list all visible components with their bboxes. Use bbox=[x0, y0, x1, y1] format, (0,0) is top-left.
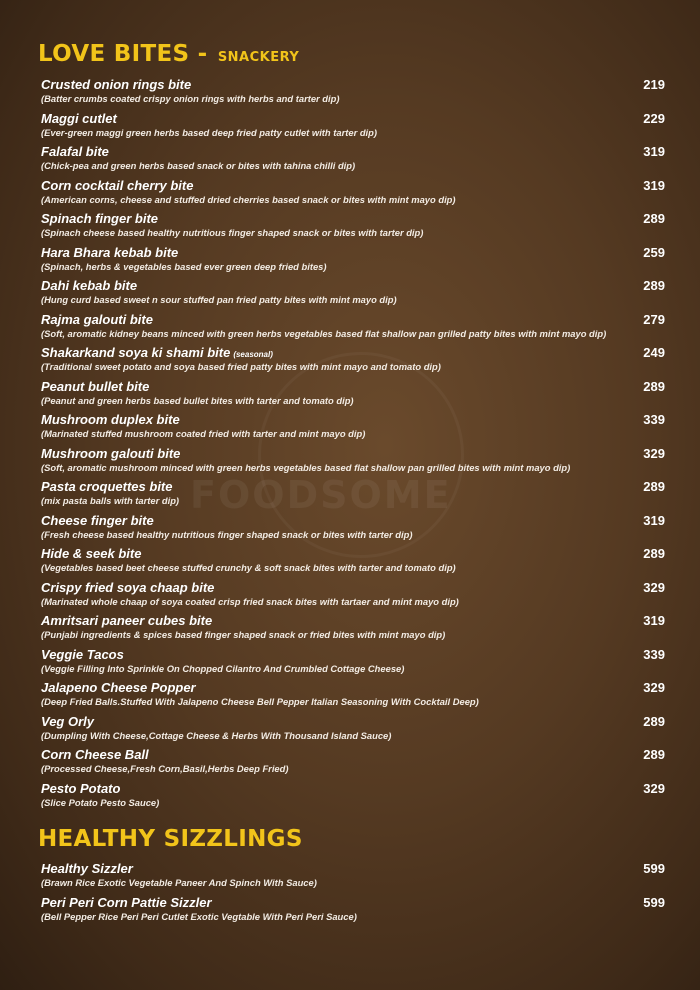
menu-item bbox=[41, 546, 665, 580]
menu-item bbox=[41, 278, 665, 312]
item-name-line bbox=[41, 144, 109, 160]
item-description: (Dumpling With Cheese,Cottage Cheese & Herbs With Thousand Island Sauce) bbox=[41, 729, 392, 741]
item-name-line bbox=[41, 312, 153, 328]
item-name-line bbox=[41, 513, 154, 529]
item-description: (Spinach, herbs & vegetables based ever green deep fried bites) bbox=[41, 260, 327, 272]
item-name: Pasta croquettes bite bbox=[41, 479, 173, 494]
item-name-line bbox=[41, 211, 158, 227]
item-description: (Spinach cheese based healthy nutritious finger shaped snack or bites with tarter dip) bbox=[41, 227, 424, 238]
item-name-line bbox=[41, 178, 193, 194]
item-description: (Chick-pea and green herbs based snack or bites with tahina chilli dip) bbox=[41, 160, 356, 171]
section-title-text: LOVE BITES - bbox=[38, 41, 208, 67]
menu-items-healthy-sizzlings bbox=[41, 861, 665, 928]
item-name: Veg Orly bbox=[41, 713, 94, 729]
item-price: 289 bbox=[643, 479, 665, 494]
item-name-line bbox=[41, 861, 133, 877]
item-description: (Hung curd based sweet n sour stuffed pan fried patty bites with mint mayo dip) bbox=[41, 294, 397, 305]
item-price: 329 bbox=[643, 445, 665, 461]
item-name-line bbox=[41, 781, 120, 797]
item-name: Maggi cutlet bbox=[41, 110, 117, 126]
item-description: (Soft, aromatic kidney beans minced with green herbs vegetables based flat shallow pan grilled patty bites with mint mayo dip) bbox=[41, 327, 607, 339]
item-tag: (seasonal) bbox=[233, 350, 273, 359]
item-name: Cheese finger bite bbox=[41, 512, 154, 528]
item-name: Mushroom duplex bite bbox=[41, 412, 180, 427]
item-description: (Punjabi ingredients & spices based finger shaped snack or fried bites with mint mayo dip) bbox=[41, 629, 446, 640]
menu-item bbox=[41, 895, 665, 929]
menu-item bbox=[41, 861, 665, 895]
item-description: (mix pasta balls with tarter dip) bbox=[41, 495, 180, 506]
item-description: (Peanut and green herbs based bullet bites with tarter and tomato dip) bbox=[41, 394, 354, 406]
item-name-line bbox=[41, 546, 141, 562]
item-name: Corn cocktail cherry bite bbox=[41, 177, 194, 193]
section-subtitle: SNACKERY bbox=[217, 50, 300, 65]
item-name: Crispy fried soya chaap bite bbox=[41, 579, 215, 595]
item-name-line bbox=[41, 412, 180, 428]
menu-item bbox=[41, 513, 665, 547]
item-price: 329 bbox=[643, 579, 665, 595]
item-price: 249 bbox=[643, 345, 665, 360]
item-name: Peri Peri Corn Pattie Sizzler bbox=[41, 894, 212, 910]
item-description: (Batter crumbs coated crispy onion rings with herbs and tarter dip) bbox=[41, 93, 340, 104]
menu-item bbox=[41, 144, 665, 178]
item-name: Hara Bhara kebab bite bbox=[41, 244, 179, 260]
item-name: Falafal bite bbox=[41, 144, 109, 159]
menu-item bbox=[41, 245, 665, 279]
item-name: Spinach finger bite bbox=[41, 211, 159, 226]
item-name-line bbox=[41, 278, 137, 294]
item-description: (Slice Potato Pesto Sauce) bbox=[41, 796, 160, 808]
item-name: Amritsari paneer cubes bite bbox=[41, 613, 213, 628]
menu-item bbox=[41, 781, 665, 815]
menu-item bbox=[41, 312, 665, 346]
item-price: 289 bbox=[643, 278, 665, 293]
item-name: Mushroom galouti bite bbox=[41, 445, 181, 461]
item-name-line bbox=[41, 895, 212, 911]
item-name: Hide & seek bite bbox=[41, 546, 142, 561]
menu-item bbox=[41, 680, 665, 714]
item-description: (Traditional sweet potato and soya based fried patty bites with mint mayo and tomato dip) bbox=[41, 361, 441, 372]
watermark: FOODSOME bbox=[190, 473, 452, 517]
item-price: 289 bbox=[643, 546, 665, 561]
item-price: 319 bbox=[643, 512, 665, 528]
item-description: (Brawn Rice Exotic Vegetable Paneer And Spinch With Sauce) bbox=[41, 877, 317, 888]
menu-item bbox=[41, 178, 665, 212]
item-name-line bbox=[41, 747, 149, 763]
item-price: 599 bbox=[643, 894, 665, 910]
item-name-line bbox=[41, 479, 173, 495]
item-description: (Veggie Filling Into Sprinkle On Chopped Cilantro And Crumbled Cottage Cheese) bbox=[41, 662, 405, 674]
menu-item bbox=[41, 479, 665, 513]
item-name: Shakarkand soya ki shami bite bbox=[41, 345, 231, 360]
menu-item bbox=[41, 580, 665, 614]
item-price: 329 bbox=[643, 680, 665, 695]
item-description: (Fresh cheese based healthy nutritious finger shaped snack or bites with tarter dip) bbox=[41, 528, 413, 540]
item-description: (American corns, cheese and stuffed dried cherries based snack or bites with mint mayo dip) bbox=[41, 193, 456, 205]
item-description: (Marinated whole chaap of soya coated crisp fried snack bites with tartaer and mint mayo dip) bbox=[41, 595, 459, 607]
item-description: (Bell Pepper Rice Peri Peri Cutlet Exotic Vegtable With Peri Peri Sauce) bbox=[41, 910, 357, 922]
menu-item bbox=[41, 379, 665, 413]
item-price: 289 bbox=[643, 211, 665, 226]
item-name-line bbox=[41, 446, 180, 462]
menu-item bbox=[41, 345, 665, 379]
section-title-text: HEALTHY SIZZLINGS bbox=[38, 826, 303, 852]
item-price: 339 bbox=[643, 646, 665, 662]
item-name-line bbox=[41, 245, 178, 261]
item-name-line bbox=[41, 714, 94, 730]
menu-item bbox=[41, 747, 665, 781]
menu-item bbox=[41, 647, 665, 681]
item-description: (Soft, aromatic mushroom minced with green herbs vegetables based flat shallow pan grilled bites with mint mayo dip) bbox=[41, 461, 571, 473]
item-price: 289 bbox=[643, 747, 665, 762]
item-description: (Vegetables based beet cheese stuffed crunchy & soft snack bites with tarter and tomato dip) bbox=[41, 562, 456, 573]
menu-items-love-bites bbox=[41, 77, 665, 814]
item-name-line bbox=[41, 647, 124, 663]
item-price: 259 bbox=[643, 244, 665, 260]
menu-item bbox=[41, 613, 665, 647]
item-price: 289 bbox=[643, 378, 665, 394]
item-price: 219 bbox=[643, 77, 665, 92]
item-name: Jalapeno Cheese Popper bbox=[41, 680, 196, 695]
section-title-healthy-sizzlings bbox=[38, 826, 303, 852]
item-price: 229 bbox=[643, 110, 665, 126]
item-name-line bbox=[41, 580, 214, 596]
item-name: Peanut bullet bite bbox=[41, 378, 150, 394]
menu-item bbox=[41, 446, 665, 480]
item-price: 339 bbox=[643, 412, 665, 427]
item-name: Rajma galouti bite bbox=[41, 311, 153, 327]
item-description: (Processed Cheese,Fresh Corn,Basil,Herbs Deep Fried) bbox=[41, 763, 289, 774]
item-price: 289 bbox=[643, 713, 665, 729]
item-name: Crusted onion rings bite bbox=[41, 77, 192, 92]
menu-item bbox=[41, 412, 665, 446]
item-price: 599 bbox=[643, 861, 665, 876]
item-name: Corn Cheese Ball bbox=[41, 747, 149, 762]
item-price: 279 bbox=[643, 311, 665, 327]
item-name: Dahi kebab bite bbox=[41, 278, 138, 293]
item-name-line bbox=[41, 613, 212, 629]
item-name: Healthy Sizzler bbox=[41, 861, 133, 876]
item-name: Veggie Tacos bbox=[41, 646, 124, 662]
menu-item bbox=[41, 77, 665, 111]
item-description: (Deep Fried Balls.Stuffed With Jalapeno Cheese Bell Pepper Italian Seasoning With Cocktail Deep) bbox=[41, 696, 479, 707]
item-price: 319 bbox=[643, 177, 665, 193]
item-description: (Marinated stuffed mushroom coated fried with tarter and mint mayo dip) bbox=[41, 428, 366, 439]
section-title-love-bites bbox=[38, 41, 299, 67]
item-price: 319 bbox=[643, 613, 665, 628]
item-name-line bbox=[41, 111, 117, 127]
menu-item bbox=[41, 714, 665, 748]
menu-item bbox=[41, 211, 665, 245]
item-name: Pesto Potato bbox=[41, 780, 121, 796]
item-price: 329 bbox=[643, 780, 665, 796]
item-description: (Ever-green maggi green herbs based deep fried patty cutlet with tarter dip) bbox=[41, 126, 378, 138]
item-name-line bbox=[41, 379, 149, 395]
item-name-line bbox=[41, 680, 196, 696]
item-name-line bbox=[41, 77, 191, 93]
menu-item bbox=[41, 111, 665, 145]
item-price: 319 bbox=[643, 144, 665, 159]
